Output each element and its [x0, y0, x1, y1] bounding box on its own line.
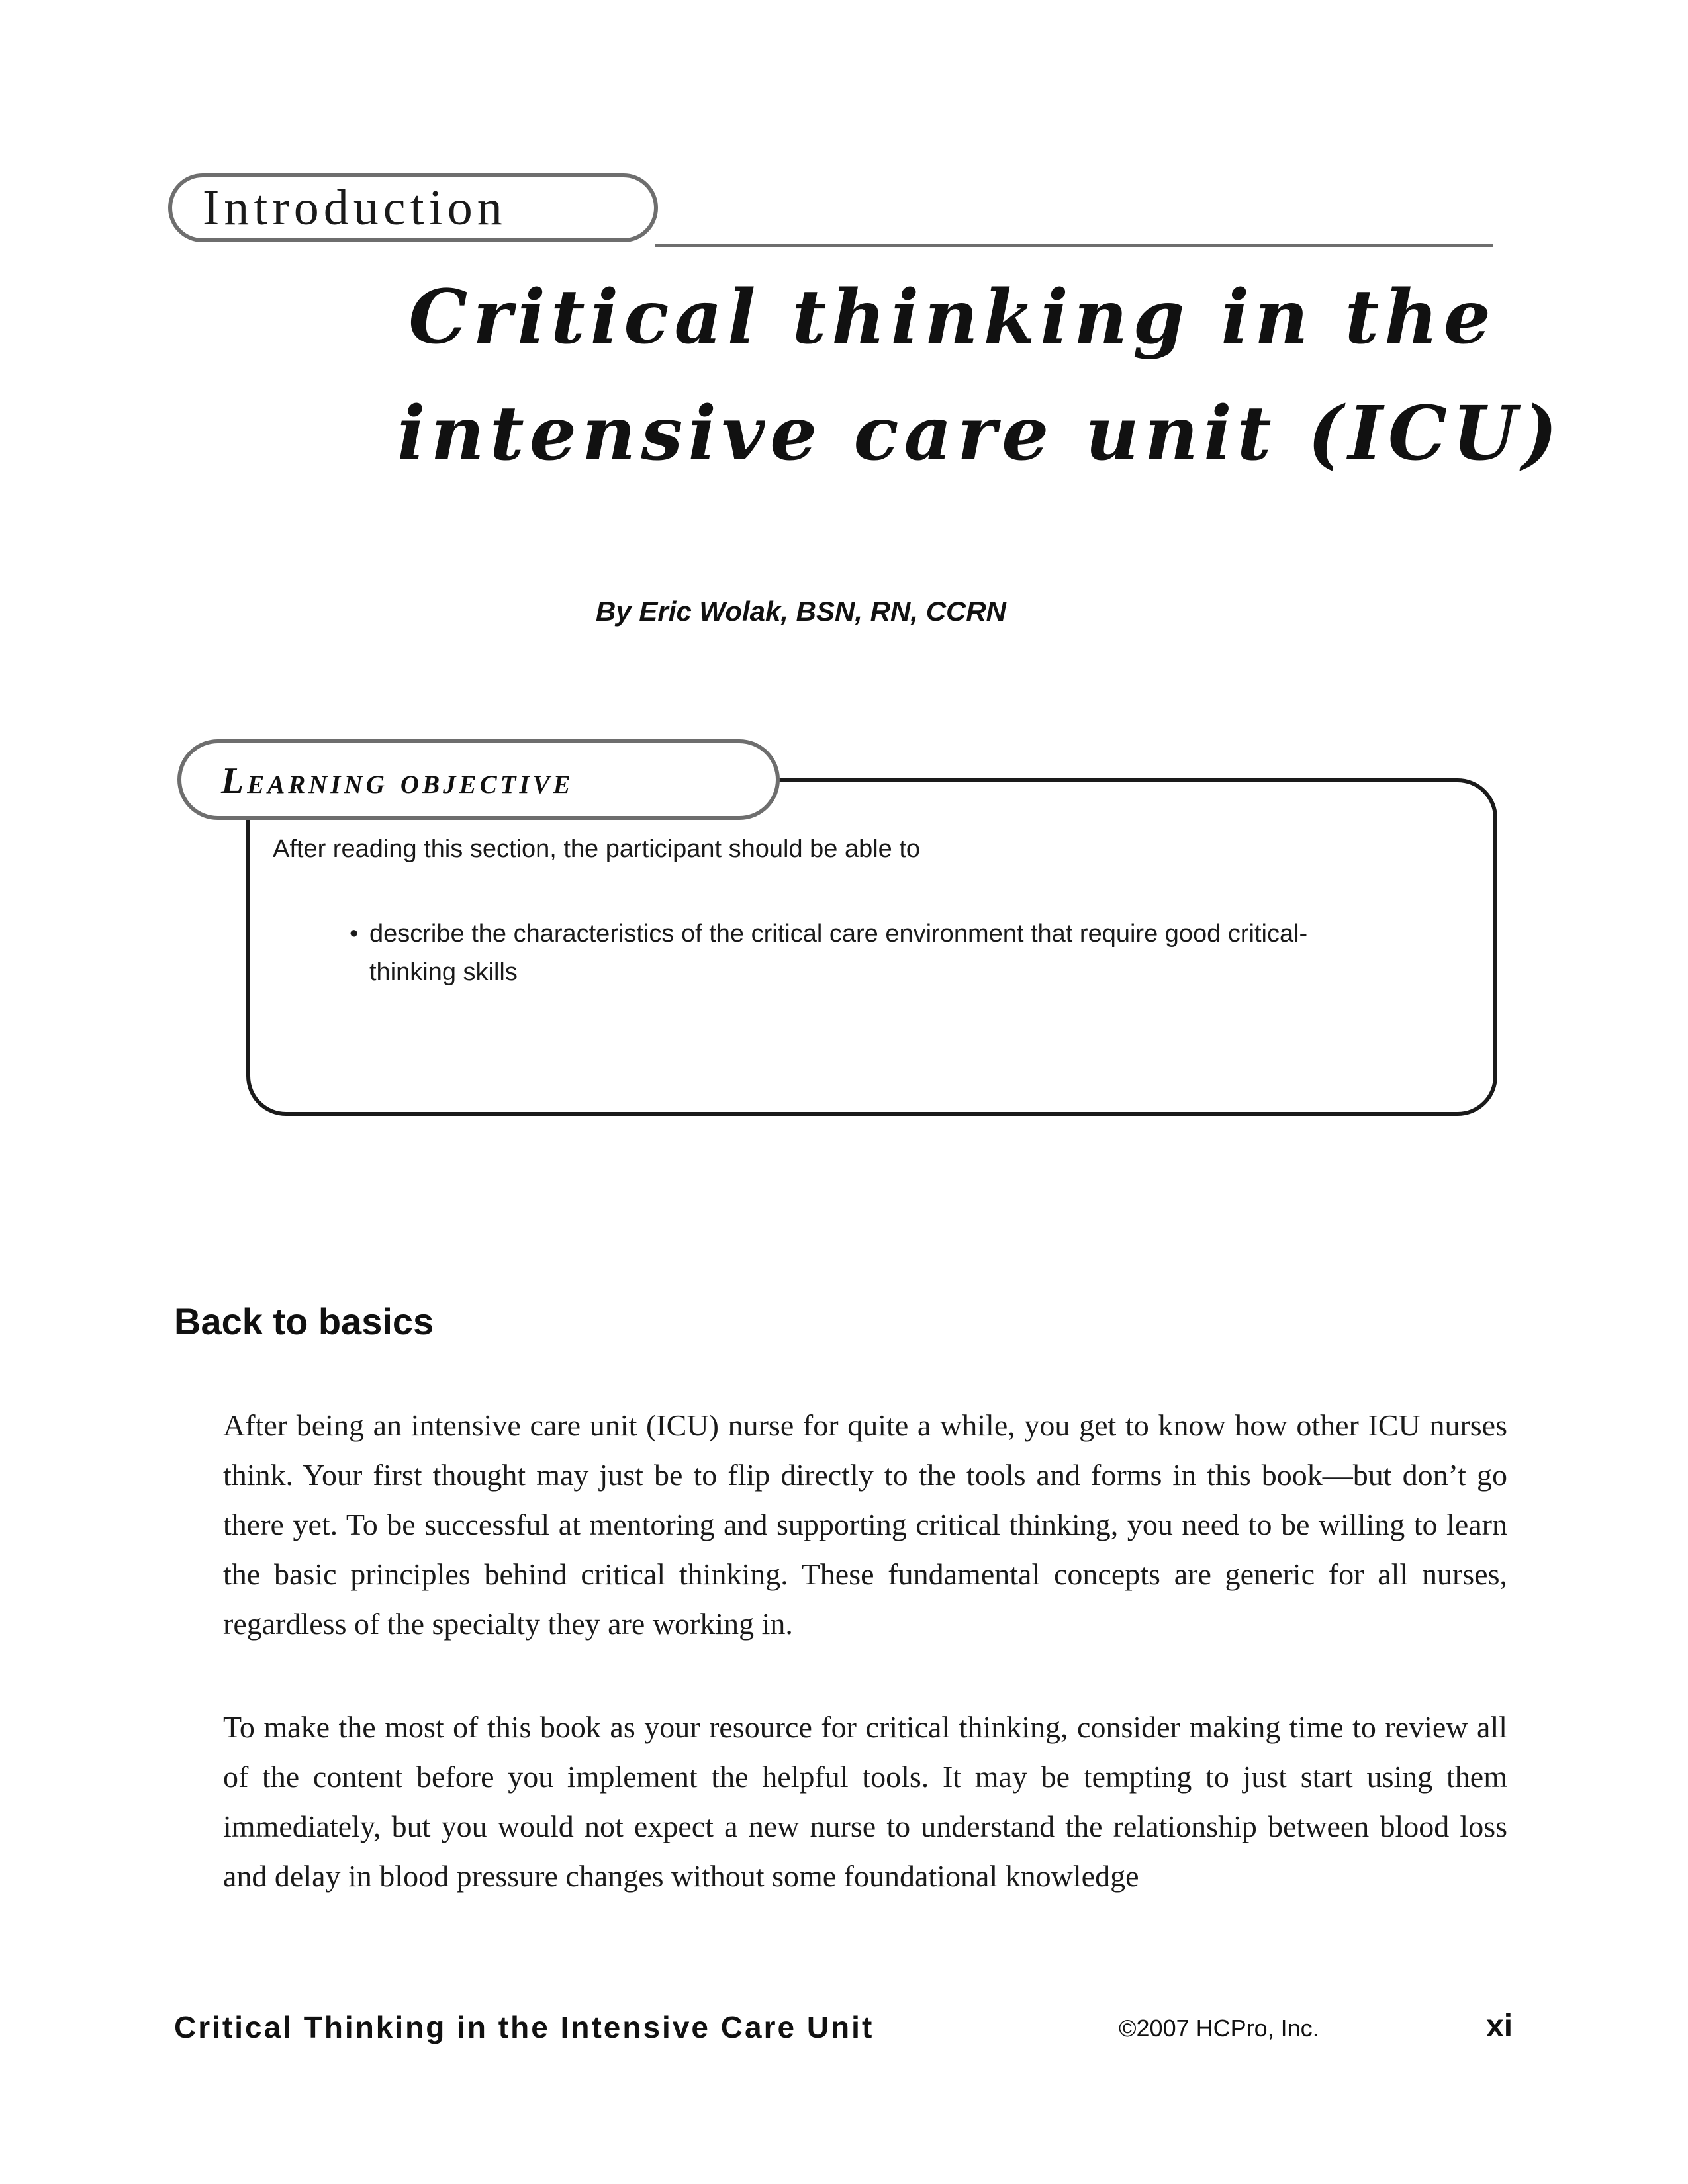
learning-objective-intro: After reading this section, the participant should be able to — [273, 835, 921, 863]
page-title — [397, 259, 1563, 492]
chapter-label: Introduction — [203, 180, 507, 236]
section-heading: Back to basics — [174, 1300, 434, 1342]
chapter-rule — [655, 244, 1493, 247]
body-paragraph-2: To make the most of this book as your resource for critical thinking, consider making time to review all of the content before you implement the helpful tools. It may be tempting to just start using them immediately, but you would not expect a new nurse to understand the relationship between blood loss and delay in blood pressure changes without some foundational knowledge — [223, 1710, 1507, 1893]
learning-objective-bullet — [350, 915, 1382, 991]
footer-book-title: Critical Thinking in the Intensive Care Unit — [174, 2010, 874, 2044]
body-paragraph-1: After being an intensive care unit (ICU) nurse for quite a while, you get to know how other ICU nurses think. Your first thought may just be to flip directly to the tools and forms in this book—but don’t go there yet. To be successful at mentoring and supporting critical thinking, you need to be willing to learn the basic principles behind critical thinking. These fundamental concepts are generic for all nurses, regardless of the specialty they are working in. — [223, 1408, 1507, 1641]
bullet-marker: • — [350, 920, 359, 948]
author-byline: By Eric Wolak, BSN, RN, CCRN — [596, 596, 1007, 627]
footer-page-number: xi — [1486, 2009, 1513, 2044]
footer-copyright: ©2007 HCPro, Inc. — [1119, 2015, 1319, 2042]
chapter-tab — [168, 173, 658, 242]
title-line-2: intensive care unit (ICU) — [397, 390, 1563, 477]
learning-objective-label: Learning objective — [221, 760, 574, 801]
title-line-1: Critical thinking in the — [408, 274, 1496, 361]
learning-objective-tab — [177, 739, 780, 820]
bullet-text: describe the characteristics of the critical care environment that require good critical-thinking skills — [369, 920, 1308, 986]
